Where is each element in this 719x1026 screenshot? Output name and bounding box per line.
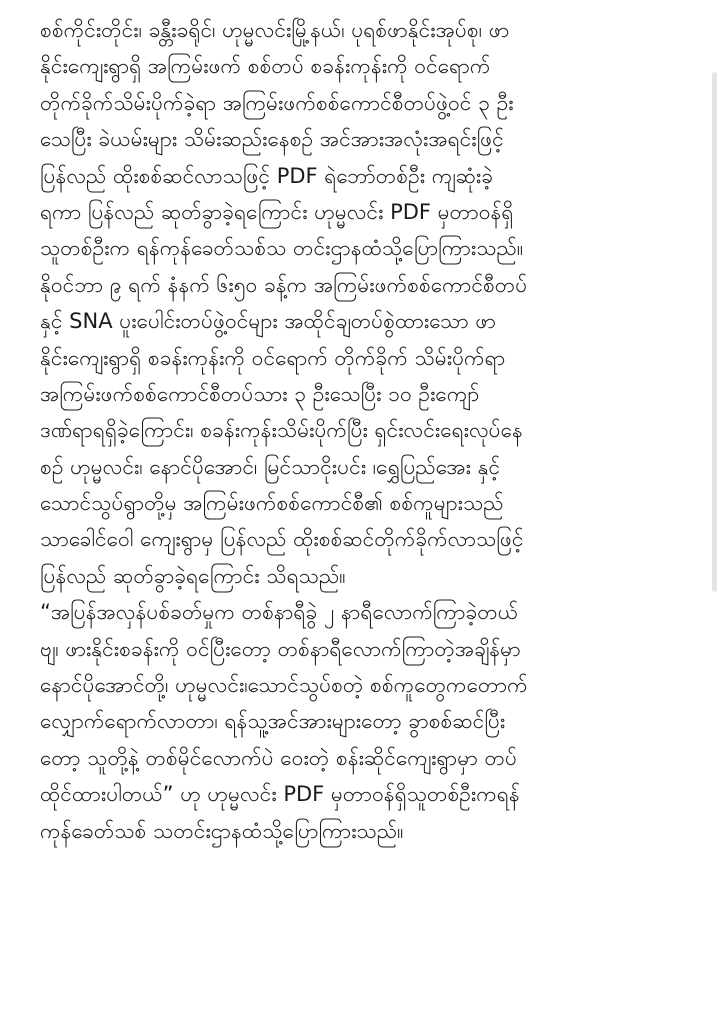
article-line: စစ်ကိုင်းတိုင်း၊ ခန္တီးခရိုင်၊ ဟုမ္မလင်းမြို့နယ်၊ ပုရစ်ဖာနိုင်းအုပ်စု၊ ဖာ [40,18,510,42]
article-line: ရကာ ပြန်လည် ဆုတ်ခွာခဲ့ရကြောင်း ဟုမ္မလင်း PDF မှတာဝန်ရှိ [40,199,514,224]
article-line: သောင်သွပ်ရွာတို့မှ အကြမ်းဖက်စစ်ကောင်စီ၏ စစ်ကူများသည် [40,491,504,516]
article-line: နိုဝင်ဘာ ၉ ရက် နံနက် ၆း၅၀ ခန့်က အကြမ်းဖက်စစ်ကောင်စီတပ် [40,272,528,297]
article-line: နိုင်းကျေးရွာရှိ အကြမ်းဖက် စစ်တပ် စခန်းကုန်းကို ဝင်ရောက် [40,54,491,79]
article-line: နောင်ပိုအောင်တို့၊ ဟုမ္မလင်း၊သောင်သွပ်စတဲ့ စစ်ကူတွေကတောက် [40,673,528,698]
article-line: ပြန်လည် ထိုးစစ်ဆင်လာသဖြင့် PDF ရဲဘော်တစ်ဦး ကျဆုံးခဲ့ [40,163,494,188]
article-line: “အပြန်အလှန်ပစ်ခတ်မှုက တစ်နာရီခွဲ ၂ နာရီလောက်ကြာခဲ့တယ် [40,600,519,625]
article-line: ကုန်ခေတ်သစ် သတင်းဌာနထံသို့ပြောကြားသည်။ [40,818,404,843]
article-line: တော့ သူတို့နဲ့ တစ်မိုင်လောက်ပဲ ဝေးတဲ့ စန်းဆိုင်ကျေးရွာမှာ တပ် [40,745,517,770]
article-line: သူတစ်ဦးက ရန်ကုန်ခေတ်သစ်သ တင်းဌာနထံသို့ပြောကြားသည်။ [40,236,524,261]
article-line: ထိုင်ထားပါတယ်” ဟု ဟုမ္မလင်း PDF မှတာဝန်ရှိသူတစ်ဦးကရန် [40,782,520,807]
article-line: သေပြီး ခဲယမ်းများ သိမ်းဆည်းနေစဉ် အင်အားအလုံးအရင်းဖြင့် [40,127,504,152]
article-line: သာခေါင်ဝေါ ကျေးရွာမှ ပြန်လည် ထိုးစစ်ဆင်တိုက်ခိုက်လာသဖြင့် [40,527,524,552]
article-line: ဒဏ်ရာရရှိခဲ့ကြောင်း၊ စခန်းကုန်းသိမ်းပိုက်ပြီး ရှင်းလင်းရေးလုပ်နေ [40,418,523,443]
article-line: စဉ် ဟုမ္မလင်း၊ နောင်ပိုအောင်၊ မြင်သာငိုးပင်း ၊ရွှေပြည်အေး နှင့် [40,454,501,479]
article-line: တိုက်ခိုက်သိမ်းပိုက်ခဲ့ရာ အကြမ်းဖက်စစ်ကောင်စီတပ်ဖွဲ့ဝင် ၃ ဦး [40,90,514,115]
article-line: နှင့် SNA ပူးပေါင်းတပ်ဖွဲ့ဝင်များ အထိုင်ချတပ်စွဲထားသော ဖာ [40,309,497,334]
article-line: ဗျ၊ ဖားနိုင်းစခန်းကို ဝင်ပြီးတော့ တစ်နာရီလောက်ကြာတဲ့အချိန်မှာ [40,636,521,661]
vertical-scrollbar[interactable] [712,72,717,592]
article-line: ပြန်လည် ဆုတ်ခွာခဲ့ရကြောင်း သိရသည်။ [40,563,346,588]
article-line: နိုင်းကျေးရွာရှိ စခန်းကုန်းကို ဝင်ရောက် တိုက်ခိုက် သိမ်းပိုက်ရာ [40,345,506,370]
article-body [40,12,680,849]
article-line: လျှောက်ရောက်လာတာ၊ ရန်သူ့အင်အားများတော့ ခွာစစ်ဆင်ပြီး [40,709,506,734]
article-line: အကြမ်းဖက်စစ်ကောင်စီတပ်သား ၃ ဦးသေပြီး ၁၀ ဦးကျော် [40,381,480,406]
